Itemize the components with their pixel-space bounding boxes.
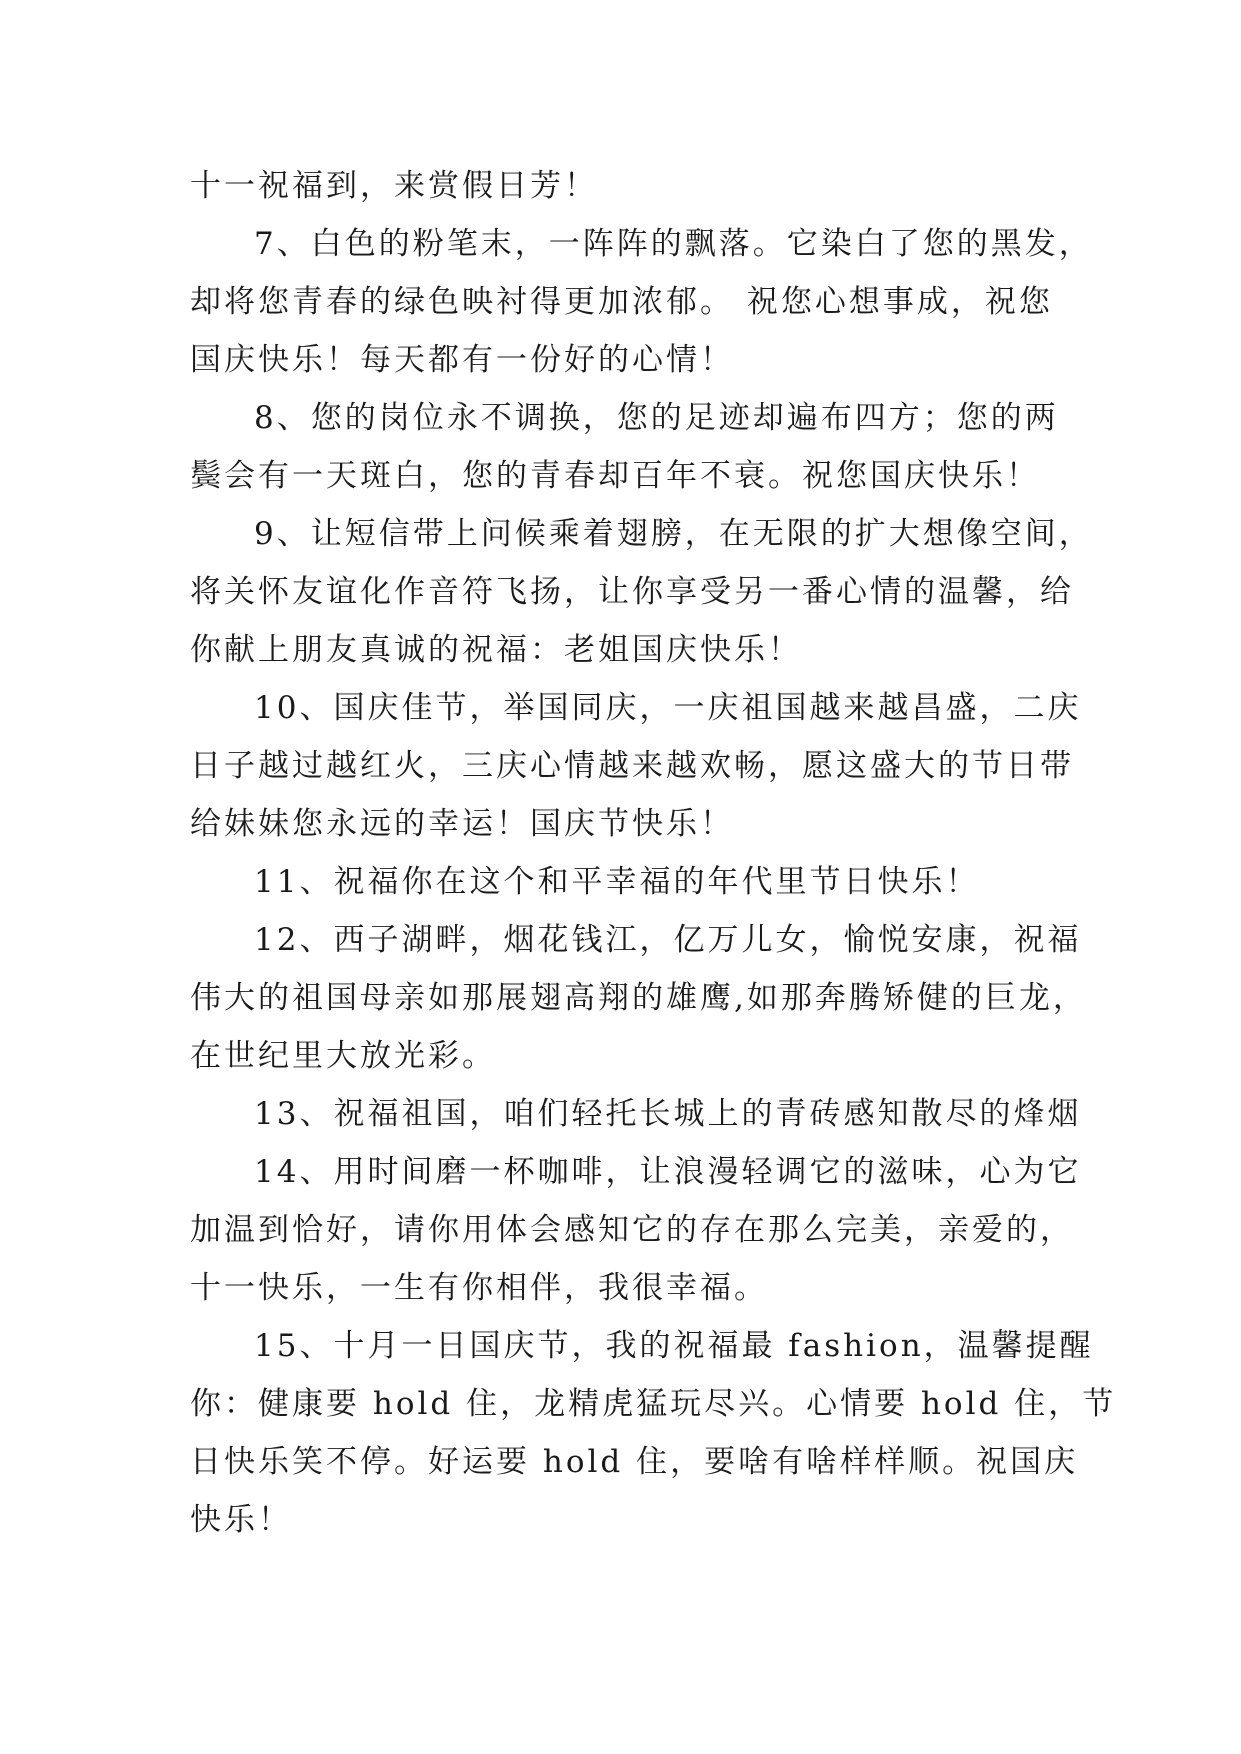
text-line: 国庆快乐！每天都有一份好的心情！ <box>190 342 734 378</box>
text-line: 11、祝福你在这个和平幸福的年代里节日快乐！ <box>254 864 980 900</box>
text-line: 15、十月一日国庆节，我的祝福最 fashion，温馨提醒 <box>254 1328 1094 1364</box>
text-line: 却将您青春的绿色映衬得更加浓郁。 祝您心想事成，祝您 <box>190 284 1053 320</box>
text-line: 8、您的岗位永不调换，您的足迹却遍布四方；您的两 <box>254 400 1059 436</box>
text-line: 伟大的祖国母亲如那展翅高翔的雄鹰,如那奔腾矫健的巨龙， <box>190 980 1087 1016</box>
text-line: 13、祝福祖国，咱们轻托长城上的青砖感知散尽的烽烟 <box>254 1096 1082 1132</box>
text-line: 14、用时间磨一杯咖啡，让浪漫轻调它的滋味，心为它 <box>254 1154 1082 1190</box>
text-line: 7、白色的粉笔末，一阵阵的飘落。它染白了您的黑发， <box>254 226 1093 262</box>
text-line: 在世纪里大放光彩。 <box>190 1038 496 1074</box>
text-line: 给妹妹您永远的幸运！国庆节快乐！ <box>190 806 734 842</box>
text-line: 你献上朋友真诚的祝福：老姐国庆快乐！ <box>190 632 802 668</box>
text-line: 鬓会有一天斑白，您的青春却百年不衰。祝您国庆快乐！ <box>190 458 1040 494</box>
text-line: 12、西子湖畔，烟花钱江，亿万儿女，愉悦安康，祝福 <box>254 922 1082 958</box>
text-line: 快乐！ <box>190 1502 292 1538</box>
text-line: 加温到恰好，请你用体会感知它的存在那么完美，亲爱的， <box>190 1212 1074 1248</box>
text-line: 将关怀友谊化作音符飞扬，让你享受另一番心情的温馨，给 <box>190 574 1074 610</box>
text-line: 日子越过越红火，三庆心情越来越欢畅，愿这盛大的节日带 <box>190 748 1074 784</box>
text-line: 9、让短信带上问候乘着翅膀，在无限的扩大想像空间， <box>254 516 1093 552</box>
text-line: 10、国庆佳节，举国同庆，一庆祖国越来越昌盛，二庆 <box>254 690 1082 726</box>
text-line: 日快乐笑不停。好运要 hold 住，要啥有啥样样顺。祝国庆 <box>190 1444 1079 1480</box>
text-line: 十一祝福到，来赏假日芳！ <box>190 168 598 204</box>
text-line: 你：健康要 hold 住，龙精虎猛玩尽兴。心情要 hold 住，节 <box>190 1386 1117 1422</box>
text-line: 十一快乐，一生有你相伴，我很幸福。 <box>190 1270 768 1306</box>
